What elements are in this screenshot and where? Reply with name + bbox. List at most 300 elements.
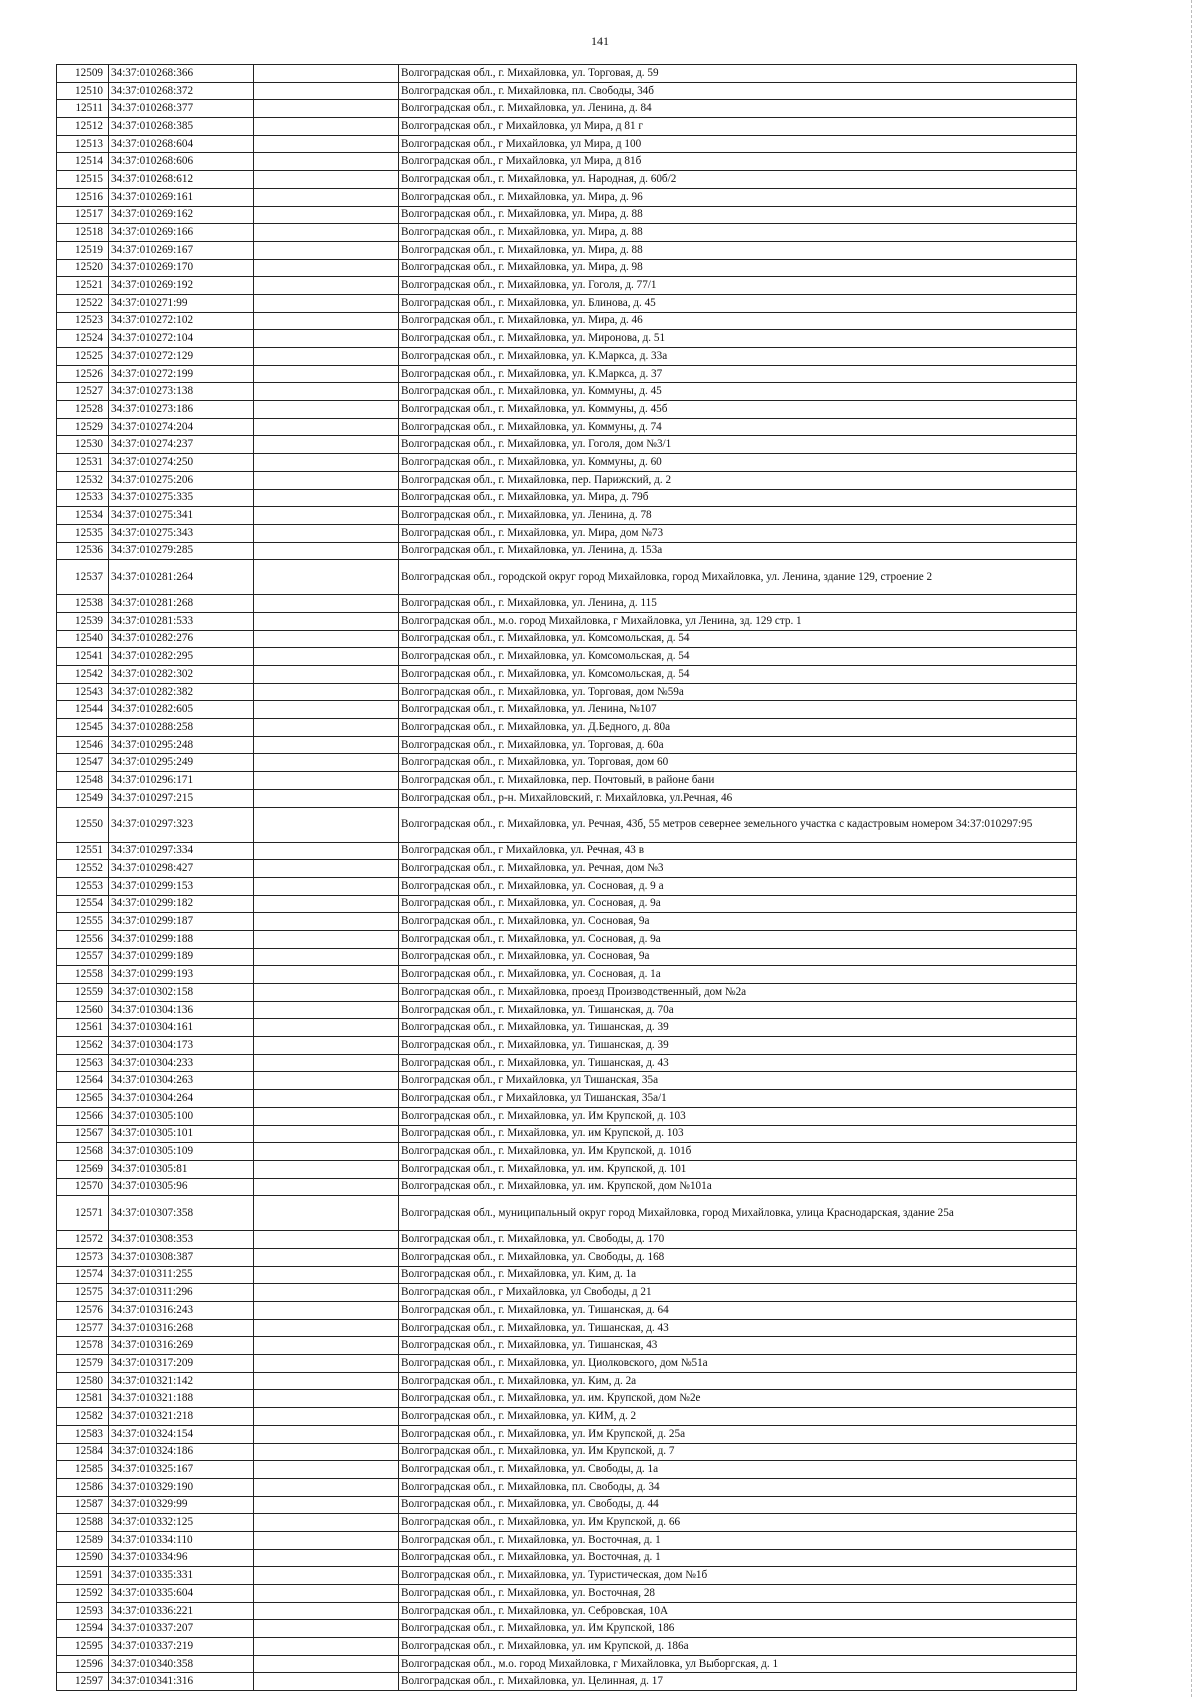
empty-cell	[254, 259, 399, 277]
row-number-cell: 12595	[57, 1638, 109, 1656]
cadastral-number-cell: 34:37:010282:382	[109, 683, 254, 701]
empty-cell	[254, 877, 399, 895]
cadastral-number-cell: 34:37:010332:125	[109, 1514, 254, 1532]
address-cell: Волгоградская обл., г. Михайловка, ул. Народная, д. 60б/2	[399, 171, 1077, 189]
row-number-cell: 12574	[57, 1266, 109, 1284]
empty-cell	[254, 1531, 399, 1549]
cadastral-number-cell: 34:37:010317:209	[109, 1355, 254, 1373]
cadastral-number-cell: 34:37:010316:269	[109, 1337, 254, 1355]
cadastral-number-cell: 34:37:010321:218	[109, 1408, 254, 1426]
address-cell: Волгоградская обл., г. Михайловка, проезд Производственный, дом №2а	[399, 984, 1077, 1002]
empty-cell	[254, 312, 399, 330]
row-number-cell: 12587	[57, 1496, 109, 1514]
address-cell: Волгоградская обл., р-н. Михайловский, г. Михайловка, ул.Речная, 46	[399, 789, 1077, 807]
row-number-cell: 12567	[57, 1125, 109, 1143]
address-cell: Волгоградская обл., г Михайловка, ул Мира, д 81б	[399, 153, 1077, 171]
address-cell: Волгоградская обл., г. Михайловка, ул. Ленина, д. 78	[399, 507, 1077, 525]
row-number-cell: 12577	[57, 1319, 109, 1337]
address-cell: Волгоградская обл., г. Михайловка, ул. Тишанская, д. 43	[399, 1319, 1077, 1337]
empty-cell	[254, 1196, 399, 1231]
address-cell: Волгоградская обл., г. Михайловка, ул. КИМ, д. 2	[399, 1408, 1077, 1426]
cadastral-number-cell: 34:37:010311:255	[109, 1266, 254, 1284]
table-row	[57, 560, 1077, 595]
row-number-cell: 12573	[57, 1248, 109, 1266]
empty-cell	[254, 913, 399, 931]
table-row	[57, 383, 1077, 401]
row-number-cell: 12551	[57, 842, 109, 860]
table-row	[57, 82, 1077, 100]
table-row	[57, 683, 1077, 701]
table-row	[57, 224, 1077, 242]
row-number-cell: 12566	[57, 1107, 109, 1125]
table-row	[57, 736, 1077, 754]
row-number-cell: 12571	[57, 1196, 109, 1231]
row-number-cell: 12511	[57, 100, 109, 118]
address-cell: Волгоградская обл., г. Михайловка, ул. Туристическая, дом №1б	[399, 1567, 1077, 1585]
table-row	[57, 135, 1077, 153]
cadastral-number-cell: 34:37:010271:99	[109, 294, 254, 312]
empty-cell	[254, 330, 399, 348]
address-cell: Волгоградская обл., г. Михайловка, ул. Коммуны, д. 74	[399, 418, 1077, 436]
empty-cell	[254, 241, 399, 259]
empty-cell	[254, 1037, 399, 1055]
row-number-cell: 12515	[57, 171, 109, 189]
address-cell: Волгоградская обл., г. Михайловка, ул. им. Крупской, дом №2е	[399, 1390, 1077, 1408]
cadastral-number-cell: 34:37:010335:604	[109, 1585, 254, 1603]
cadastral-number-cell: 34:37:010296:171	[109, 772, 254, 790]
row-number-cell: 12542	[57, 666, 109, 684]
address-cell: Волгоградская обл., г. Михайловка, ул. Ленина, д. 153а	[399, 542, 1077, 560]
row-number-cell: 12592	[57, 1585, 109, 1603]
empty-cell	[254, 1602, 399, 1620]
table-row	[57, 1461, 1077, 1479]
cadastral-number-cell: 34:37:010269:161	[109, 188, 254, 206]
cadastral-number-cell: 34:37:010282:605	[109, 701, 254, 719]
row-number-cell: 12516	[57, 188, 109, 206]
empty-cell	[254, 1107, 399, 1125]
table-row	[57, 1037, 1077, 1055]
row-number-cell: 12562	[57, 1037, 109, 1055]
table-row	[57, 418, 1077, 436]
address-cell: Волгоградская обл., г. Михайловка, ул. Торговая, дом 60	[399, 754, 1077, 772]
table-row	[57, 1072, 1077, 1090]
row-number-cell: 12581	[57, 1390, 109, 1408]
cadastral-number-cell: 34:37:010305:81	[109, 1160, 254, 1178]
empty-cell	[254, 948, 399, 966]
cadastral-number-cell: 34:37:010321:188	[109, 1390, 254, 1408]
empty-cell	[254, 224, 399, 242]
cadastral-number-cell: 34:37:010295:249	[109, 754, 254, 772]
address-cell: Волгоградская обл., г. Михайловка, ул. Комсомольская, д. 54	[399, 666, 1077, 684]
row-number-cell: 12524	[57, 330, 109, 348]
empty-cell	[254, 82, 399, 100]
empty-cell	[254, 1514, 399, 1532]
cadastral-number-cell: 34:37:010269:166	[109, 224, 254, 242]
cadastral-number-cell: 34:37:010304:161	[109, 1019, 254, 1037]
table-row	[57, 259, 1077, 277]
empty-cell	[254, 1496, 399, 1514]
address-cell: Волгоградская обл., г Михайловка, ул Мира, д 81 г	[399, 118, 1077, 136]
table-row	[57, 807, 1077, 842]
row-number-cell: 12543	[57, 683, 109, 701]
empty-cell	[254, 1673, 399, 1691]
table-row	[57, 1602, 1077, 1620]
cadastral-number-cell: 34:37:010321:142	[109, 1372, 254, 1390]
address-cell: Волгоградская обл., г. Михайловка, пер. Почтовый, в районе бани	[399, 772, 1077, 790]
empty-cell	[254, 277, 399, 295]
empty-cell	[254, 630, 399, 648]
row-number-cell: 12541	[57, 648, 109, 666]
cadastral-number-cell: 34:37:010311:296	[109, 1284, 254, 1302]
empty-cell	[254, 1390, 399, 1408]
row-number-cell: 12561	[57, 1019, 109, 1037]
table-row	[57, 471, 1077, 489]
address-cell: Волгоградская обл., г. Михайловка, ул. Мира, дом №73	[399, 524, 1077, 542]
row-number-cell: 12527	[57, 383, 109, 401]
empty-cell	[254, 807, 399, 842]
table-row	[57, 772, 1077, 790]
empty-cell	[254, 1248, 399, 1266]
cadastral-number-cell: 34:37:010288:258	[109, 719, 254, 737]
row-number-cell: 12588	[57, 1514, 109, 1532]
empty-cell	[254, 1655, 399, 1673]
empty-cell	[254, 206, 399, 224]
row-number-cell: 12557	[57, 948, 109, 966]
table-row	[57, 1125, 1077, 1143]
table-row	[57, 365, 1077, 383]
row-number-cell: 12522	[57, 294, 109, 312]
table-row	[57, 100, 1077, 118]
cadastral-number-cell: 34:37:010279:285	[109, 542, 254, 560]
address-cell: Волгоградская обл., г. Михайловка, ул. Мира, д. 88	[399, 241, 1077, 259]
cadastral-number-cell: 34:37:010268:366	[109, 65, 254, 83]
cadastral-number-cell: 34:37:010316:268	[109, 1319, 254, 1337]
table-row	[57, 542, 1077, 560]
cadastral-number-cell: 34:37:010325:167	[109, 1461, 254, 1479]
address-cell: Волгоградская обл., г. Михайловка, ул. Речная, дом №3	[399, 860, 1077, 878]
address-cell: Волгоградская обл., г. Михайловка, ул. Им Крупской, д. 7	[399, 1443, 1077, 1461]
empty-cell	[254, 648, 399, 666]
cadastral-number-cell: 34:37:010304:264	[109, 1090, 254, 1108]
address-cell: Волгоградская обл., г. Михайловка, ул. Свободы, д. 1а	[399, 1461, 1077, 1479]
table-row	[57, 666, 1077, 684]
table-row	[57, 489, 1077, 507]
cadastral-number-cell: 34:37:010268:372	[109, 82, 254, 100]
cadastral-number-cell: 34:37:010275:206	[109, 471, 254, 489]
empty-cell	[254, 1284, 399, 1302]
row-number-cell: 12544	[57, 701, 109, 719]
empty-cell	[254, 171, 399, 189]
address-cell: Волгоградская обл., г. Михайловка, ул. Им Крупской, д. 101б	[399, 1143, 1077, 1161]
empty-cell	[254, 719, 399, 737]
cadastral-number-cell: 34:37:010282:302	[109, 666, 254, 684]
table-row	[57, 1443, 1077, 1461]
table-row	[57, 1196, 1077, 1231]
row-number-cell: 12538	[57, 595, 109, 613]
cadastral-number-cell: 34:37:010274:204	[109, 418, 254, 436]
row-number-cell: 12528	[57, 401, 109, 419]
address-cell: Волгоградская обл., г. Михайловка, ул. Ленина, №107	[399, 701, 1077, 719]
table-row	[57, 1390, 1077, 1408]
address-cell: Волгоградская обл., г. Михайловка, ул. Сосновая, д. 9 а	[399, 877, 1077, 895]
row-number-cell: 12554	[57, 895, 109, 913]
row-number-cell: 12519	[57, 241, 109, 259]
registry-table-body	[57, 65, 1077, 1691]
address-cell: Волгоградская обл., г. Михайловка, ул. К.Маркса, д. 33а	[399, 348, 1077, 366]
address-cell: Волгоградская обл., г. Михайловка, ул. Мира, д. 96	[399, 188, 1077, 206]
empty-cell	[254, 507, 399, 525]
table-row	[57, 1248, 1077, 1266]
row-number-cell: 12591	[57, 1567, 109, 1585]
empty-cell	[254, 966, 399, 984]
row-number-cell: 12594	[57, 1620, 109, 1638]
address-cell: Волгоградская обл., г. Михайловка, ул. Ким, д. 2а	[399, 1372, 1077, 1390]
table-row	[57, 153, 1077, 171]
address-cell: Волгоградская обл., г. Михайловка, ул. Тишанская, д. 70а	[399, 1001, 1077, 1019]
empty-cell	[254, 383, 399, 401]
table-row	[57, 524, 1077, 542]
empty-cell	[254, 683, 399, 701]
table-row	[57, 241, 1077, 259]
empty-cell	[254, 1266, 399, 1284]
table-row	[57, 1514, 1077, 1532]
cadastral-number-cell: 34:37:010304:233	[109, 1054, 254, 1072]
address-cell: Волгоградская обл., г. Михайловка, ул. Себровская, 10А	[399, 1602, 1077, 1620]
cadastral-number-cell: 34:37:010299:189	[109, 948, 254, 966]
table-row	[57, 701, 1077, 719]
row-number-cell: 12512	[57, 118, 109, 136]
empty-cell	[254, 294, 399, 312]
empty-cell	[254, 1355, 399, 1373]
row-number-cell: 12586	[57, 1478, 109, 1496]
table-row	[57, 1160, 1077, 1178]
table-row	[57, 1638, 1077, 1656]
address-cell: Волгоградская обл., г. Михайловка, ул. Сосновая, д. 9а	[399, 895, 1077, 913]
empty-cell	[254, 1337, 399, 1355]
cadastral-number-cell: 34:37:010305:109	[109, 1143, 254, 1161]
table-row	[57, 348, 1077, 366]
empty-cell	[254, 895, 399, 913]
cadastral-number-cell: 34:37:010305:100	[109, 1107, 254, 1125]
table-row	[57, 1496, 1077, 1514]
row-number-cell: 12533	[57, 489, 109, 507]
row-number-cell: 12556	[57, 930, 109, 948]
empty-cell	[254, 1319, 399, 1337]
table-row	[57, 930, 1077, 948]
address-cell: Волгоградская обл., г. Михайловка, ул. Мира, д. 88	[399, 206, 1077, 224]
address-cell: Волгоградская обл., г. Михайловка, ул. им Крупской, д. 186а	[399, 1638, 1077, 1656]
cadastral-number-cell: 34:37:010268:385	[109, 118, 254, 136]
empty-cell	[254, 1408, 399, 1426]
row-number-cell: 12565	[57, 1090, 109, 1108]
table-row	[57, 719, 1077, 737]
empty-cell	[254, 1178, 399, 1196]
table-row	[57, 1019, 1077, 1037]
cadastral-number-cell: 34:37:010299:187	[109, 913, 254, 931]
row-number-cell: 12535	[57, 524, 109, 542]
empty-cell	[254, 984, 399, 1002]
cadastral-number-cell: 34:37:010282:295	[109, 648, 254, 666]
empty-cell	[254, 418, 399, 436]
cadastral-number-cell: 34:37:010304:173	[109, 1037, 254, 1055]
cadastral-number-cell: 34:37:010334:110	[109, 1531, 254, 1549]
row-number-cell: 12572	[57, 1231, 109, 1249]
table-row	[57, 1567, 1077, 1585]
cadastral-number-cell: 34:37:010316:243	[109, 1302, 254, 1320]
scan-edge	[1191, 0, 1192, 1697]
address-cell: Волгоградская обл., г Михайловка, ул Тишанская, 35а/1	[399, 1090, 1077, 1108]
address-cell: Волгоградская обл., г. Михайловка, ул. Гоголя, д. 77/1	[399, 277, 1077, 295]
cadastral-number-cell: 34:37:010272:102	[109, 312, 254, 330]
row-number-cell: 12564	[57, 1072, 109, 1090]
empty-cell	[254, 1125, 399, 1143]
cadastral-number-cell: 34:37:010336:221	[109, 1602, 254, 1620]
cadastral-number-cell: 34:37:010282:276	[109, 630, 254, 648]
row-number-cell: 12590	[57, 1549, 109, 1567]
table-row	[57, 454, 1077, 472]
address-cell: Волгоградская обл., г. Михайловка, ул. Мира, д. 79б	[399, 489, 1077, 507]
empty-cell	[254, 1585, 399, 1603]
cadastral-number-cell: 34:37:010299:193	[109, 966, 254, 984]
empty-cell	[254, 789, 399, 807]
row-number-cell: 12568	[57, 1143, 109, 1161]
empty-cell	[254, 542, 399, 560]
address-cell: Волгоградская обл., г. Михайловка, ул. Им Крупской, д. 66	[399, 1514, 1077, 1532]
row-number-cell: 12537	[57, 560, 109, 595]
row-number-cell: 12539	[57, 612, 109, 630]
cadastral-number-cell: 34:37:010305:96	[109, 1178, 254, 1196]
address-cell: Волгоградская обл., г. Михайловка, ул. Торговая, дом №59а	[399, 683, 1077, 701]
address-cell: Волгоградская обл., г. Михайловка, ул. Мира, д. 46	[399, 312, 1077, 330]
cadastral-number-cell: 34:37:010281:268	[109, 595, 254, 613]
address-cell: Волгоградская обл., г. Михайловка, ул. Тишанская, д. 39	[399, 1019, 1077, 1037]
empty-cell	[254, 1638, 399, 1656]
empty-cell	[254, 1478, 399, 1496]
cadastral-number-cell: 34:37:010272:129	[109, 348, 254, 366]
row-number-cell: 12576	[57, 1302, 109, 1320]
cadastral-number-cell: 34:37:010329:99	[109, 1496, 254, 1514]
table-row	[57, 330, 1077, 348]
cadastral-number-cell: 34:37:010324:186	[109, 1443, 254, 1461]
row-number-cell: 12510	[57, 82, 109, 100]
row-number-cell: 12548	[57, 772, 109, 790]
row-number-cell: 12520	[57, 259, 109, 277]
table-row	[57, 65, 1077, 83]
address-cell: Волгоградская обл., г. Михайловка, ул. Комсомольская, д. 54	[399, 648, 1077, 666]
table-row	[57, 1001, 1077, 1019]
row-number-cell: 12575	[57, 1284, 109, 1302]
address-cell: Волгоградская обл., г. Михайловка, ул. им. Крупской, дом №101а	[399, 1178, 1077, 1196]
row-number-cell: 12589	[57, 1531, 109, 1549]
row-number-cell: 12521	[57, 277, 109, 295]
empty-cell	[254, 118, 399, 136]
address-cell: Волгоградская обл., г. Михайловка, ул. Целинная, д. 17	[399, 1673, 1077, 1691]
cadastral-number-cell: 34:37:010334:96	[109, 1549, 254, 1567]
empty-cell	[254, 612, 399, 630]
address-cell: Волгоградская обл., г Михайловка, ул Мира, д 100	[399, 135, 1077, 153]
cadastral-number-cell: 34:37:010341:316	[109, 1673, 254, 1691]
address-cell: Волгоградская обл., г. Михайловка, ул. Восточная, д. 1	[399, 1549, 1077, 1567]
table-row	[57, 206, 1077, 224]
table-row	[57, 860, 1077, 878]
address-cell: Волгоградская обл., г. Михайловка, ул. Мира, д. 88	[399, 224, 1077, 242]
address-cell: Волгоградская обл., г. Михайловка, ул. Торговая, д. 59	[399, 65, 1077, 83]
cadastral-number-cell: 34:37:010268:377	[109, 100, 254, 118]
cadastral-number-cell: 34:37:010269:192	[109, 277, 254, 295]
address-cell: Волгоградская обл., г. Михайловка, ул. Сосновая, д. 9а	[399, 930, 1077, 948]
address-cell: Волгоградская обл., г. Михайловка, ул. им Крупской, д. 103	[399, 1125, 1077, 1143]
row-number-cell: 12582	[57, 1408, 109, 1426]
address-cell: Волгоградская обл., г. Михайловка, ул. Ленина, д. 84	[399, 100, 1077, 118]
address-cell: Волгоградская обл., г. Михайловка, ул. Тишанская, д. 39	[399, 1037, 1077, 1055]
row-number-cell: 12546	[57, 736, 109, 754]
cadastral-number-cell: 34:37:010302:158	[109, 984, 254, 1002]
empty-cell	[254, 1372, 399, 1390]
empty-cell	[254, 860, 399, 878]
cadastral-number-cell: 34:37:010304:263	[109, 1072, 254, 1090]
table-row	[57, 1585, 1077, 1603]
table-row	[57, 1143, 1077, 1161]
cadastral-number-cell: 34:37:010324:154	[109, 1425, 254, 1443]
row-number-cell: 12547	[57, 754, 109, 772]
address-cell: Волгоградская обл., г. Михайловка, ул. Сосновая, 9а	[399, 948, 1077, 966]
empty-cell	[254, 524, 399, 542]
empty-cell	[254, 436, 399, 454]
table-row	[57, 1319, 1077, 1337]
row-number-cell: 12534	[57, 507, 109, 525]
address-cell: Волгоградская обл., г. Михайловка, ул. Миронова, д. 51	[399, 330, 1077, 348]
cadastral-number-cell: 34:37:010299:182	[109, 895, 254, 913]
table-row	[57, 1425, 1077, 1443]
row-number-cell: 12525	[57, 348, 109, 366]
address-cell: Волгоградская обл., г. Михайловка, ул. Тишанская, 43	[399, 1337, 1077, 1355]
cadastral-number-cell: 34:37:010281:264	[109, 560, 254, 595]
address-cell: Волгоградская обл., м.о. город Михайловка, г Михайловка, ул Выборгская, д. 1	[399, 1655, 1077, 1673]
cadastral-number-cell: 34:37:010297:323	[109, 807, 254, 842]
table-row	[57, 1673, 1077, 1691]
table-row	[57, 630, 1077, 648]
cadastral-number-cell: 34:37:010275:341	[109, 507, 254, 525]
row-number-cell: 12509	[57, 65, 109, 83]
empty-cell	[254, 1072, 399, 1090]
cadastral-number-cell: 34:37:010273:138	[109, 383, 254, 401]
cadastral-number-cell: 34:37:010299:188	[109, 930, 254, 948]
empty-cell	[254, 365, 399, 383]
table-row	[57, 118, 1077, 136]
empty-cell	[254, 1443, 399, 1461]
empty-cell	[254, 1001, 399, 1019]
empty-cell	[254, 666, 399, 684]
table-row	[57, 1355, 1077, 1373]
address-cell: Волгоградская обл., г. Михайловка, ул. Коммуны, д. 45	[399, 383, 1077, 401]
empty-cell	[254, 489, 399, 507]
row-number-cell: 12579	[57, 1355, 109, 1373]
row-number-cell: 12553	[57, 877, 109, 895]
table-row	[57, 188, 1077, 206]
table-row	[57, 877, 1077, 895]
empty-cell	[254, 1143, 399, 1161]
row-number-cell: 12596	[57, 1655, 109, 1673]
address-cell: Волгоградская обл., г. Михайловка, ул. Комсомольская, д. 54	[399, 630, 1077, 648]
table-row	[57, 1372, 1077, 1390]
table-row	[57, 1107, 1077, 1125]
address-cell: Волгоградская обл., м.о. город Михайловка, г Михайловка, ул Ленина, зд. 129 стр. 1	[399, 612, 1077, 630]
cadastral-number-cell: 34:37:010297:334	[109, 842, 254, 860]
row-number-cell: 12536	[57, 542, 109, 560]
empty-cell	[254, 401, 399, 419]
cadastral-number-cell: 34:37:010275:343	[109, 524, 254, 542]
cadastral-number-cell: 34:37:010275:335	[109, 489, 254, 507]
